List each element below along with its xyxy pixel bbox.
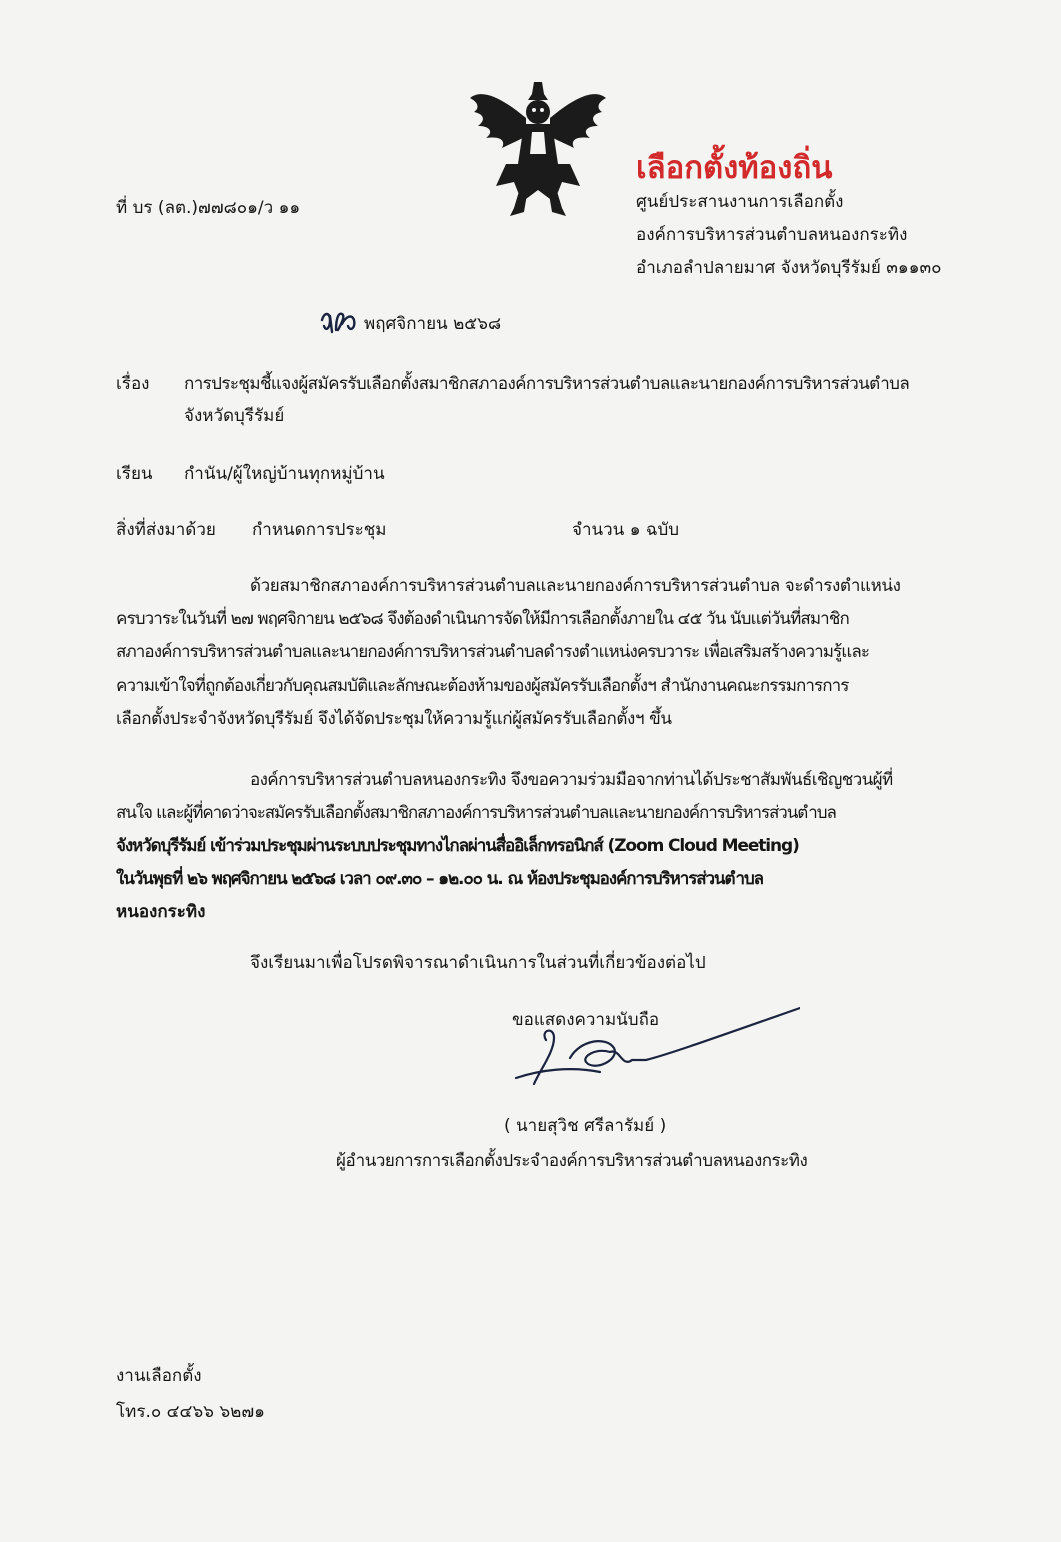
office-line-3: อำเภอลำปลายมาศ จังหวัดบุรีรัมย์ ๓๑๑๓๐ bbox=[636, 258, 942, 278]
paragraph-2-line: ในวันพุธที่ ๒๖ พฤศจิกายน ๒๕๖๘ เวลา ๐๙.๓๐ – ๑๒.๐๐ น. ณ ห้องประชุมองค์การบริหารส่วนตำบล bbox=[116, 869, 763, 889]
signer-title: ผู้อำนวยการการเลือกตั้งประจำองค์การบริหารส่วนตำบลหนองกระทิง bbox=[336, 1151, 808, 1171]
paragraph-2-line: องค์การบริหารส่วนตำบลหนองกระทิง จึงขอความร่วมมือจากท่านได้ประชาสัมพันธ์เชิญชวนผู้ที่ bbox=[250, 770, 893, 790]
paragraph-1-line: เลือกตั้งประจำจังหวัดบุรีรัมย์ จึงได้จัดประชุมให้ความรู้แก่ผู้สมัครรับเลือกตั้งฯ ขึ้น bbox=[116, 709, 672, 729]
closing-salutation: ขอแสดงความนับถือ bbox=[512, 1010, 660, 1030]
subject-line-1: การประชุมชี้แจงผู้สมัครรับเลือกตั้งสมาชิกสภาองค์การบริหารส่วนตำบลและนายกองค์การบริหารส่วนตำบล bbox=[184, 374, 910, 394]
enclosure-count: จำนวน ๑ ฉบับ bbox=[572, 520, 680, 540]
footer-department: งานเลือกตั้ง bbox=[116, 1366, 202, 1386]
recipient-label: เรียน bbox=[116, 464, 153, 484]
subject-label: เรื่อง bbox=[116, 374, 150, 394]
paragraph-2-line: หนองกระทิง bbox=[116, 902, 206, 922]
footer-phone: โทร.๐ ๔๔๖๖ ๖๒๗๑ bbox=[116, 1402, 265, 1422]
handwritten-signature bbox=[510, 1000, 800, 1100]
paragraph-1-line: สภาองค์การบริหารส่วนตำบลและนายกองค์การบริหารส่วนตำบลดำรงตำแหน่งครบวาระ เพื่อเสริมสร้างความรู้และ bbox=[116, 642, 870, 662]
garuda-emblem-icon bbox=[462, 78, 614, 220]
office-line-2: องค์การบริหารส่วนตำบลหนองกระทิง bbox=[636, 225, 908, 245]
paragraph-1-line: ความเข้าใจที่ถูกต้องเกี่ยวกับคุณสมบัติและลักษณะต้องห้ามของผู้สมัครรับเลือกตั้งฯ สำนักงานคณะกรรมการการ bbox=[116, 676, 849, 696]
document-reference: ที่ บร (ลต.)๗๗๘๐๑/ว ๑๑ bbox=[116, 198, 301, 218]
recipient-value: กำนัน/ผู้ใหญ่บ้านทุกหมู่บ้าน bbox=[184, 464, 385, 484]
paragraph-2-line: จังหวัดบุรีรัมย์ เข้าร่วมประชุมผ่านระบบประชุมทางไกลผ่านสื่ออิเล็กทรอนิกส์ (Zoom Cloud Meeting) bbox=[116, 836, 799, 856]
handwritten-day-number bbox=[320, 306, 358, 338]
subject-line-2: จังหวัดบุรีรัมย์ bbox=[184, 406, 285, 426]
paragraph-2-line: สนใจ และผู้ที่คาดว่าจะสมัครรับเลือกตั้งสมาชิกสภาองค์การบริหารส่วนตำบลและนายกองค์การบริหารส่วนตำบล bbox=[116, 803, 836, 823]
paragraph-1-line: ครบวาระในวันที่ ๒๗ พฤศจิกายน ๒๕๖๘ จึงต้องดำเนินการจัดให้มีการเลือกตั้งภายใน ๔๕ วัน นับแต่วันที่สมาชิก bbox=[116, 609, 849, 629]
letter-date: พฤศจิกายน ๒๕๖๘ bbox=[364, 314, 502, 334]
signer-name: ( นายสุวิช ศรีลารัมย์ ) bbox=[504, 1116, 667, 1136]
enclosure-value: กำหนดการประชุม bbox=[252, 520, 387, 540]
office-line-1: ศูนย์ประสานงานการเลือกตั้ง bbox=[636, 192, 844, 212]
paragraph-1-line: ด้วยสมาชิกสภาองค์การบริหารส่วนตำบลและนายกองค์การบริหารส่วนตำบล จะดำรงตำแหน่ง bbox=[250, 576, 901, 596]
enclosure-label: สิ่งที่ส่งมาด้วย bbox=[116, 520, 216, 540]
closing-request: จึงเรียนมาเพื่อโปรดพิจารณาดำเนินการในส่วนที่เกี่ยวข้องต่อไป bbox=[250, 953, 706, 973]
election-title: เลือกตั้งท้องถิ่น bbox=[636, 150, 833, 186]
